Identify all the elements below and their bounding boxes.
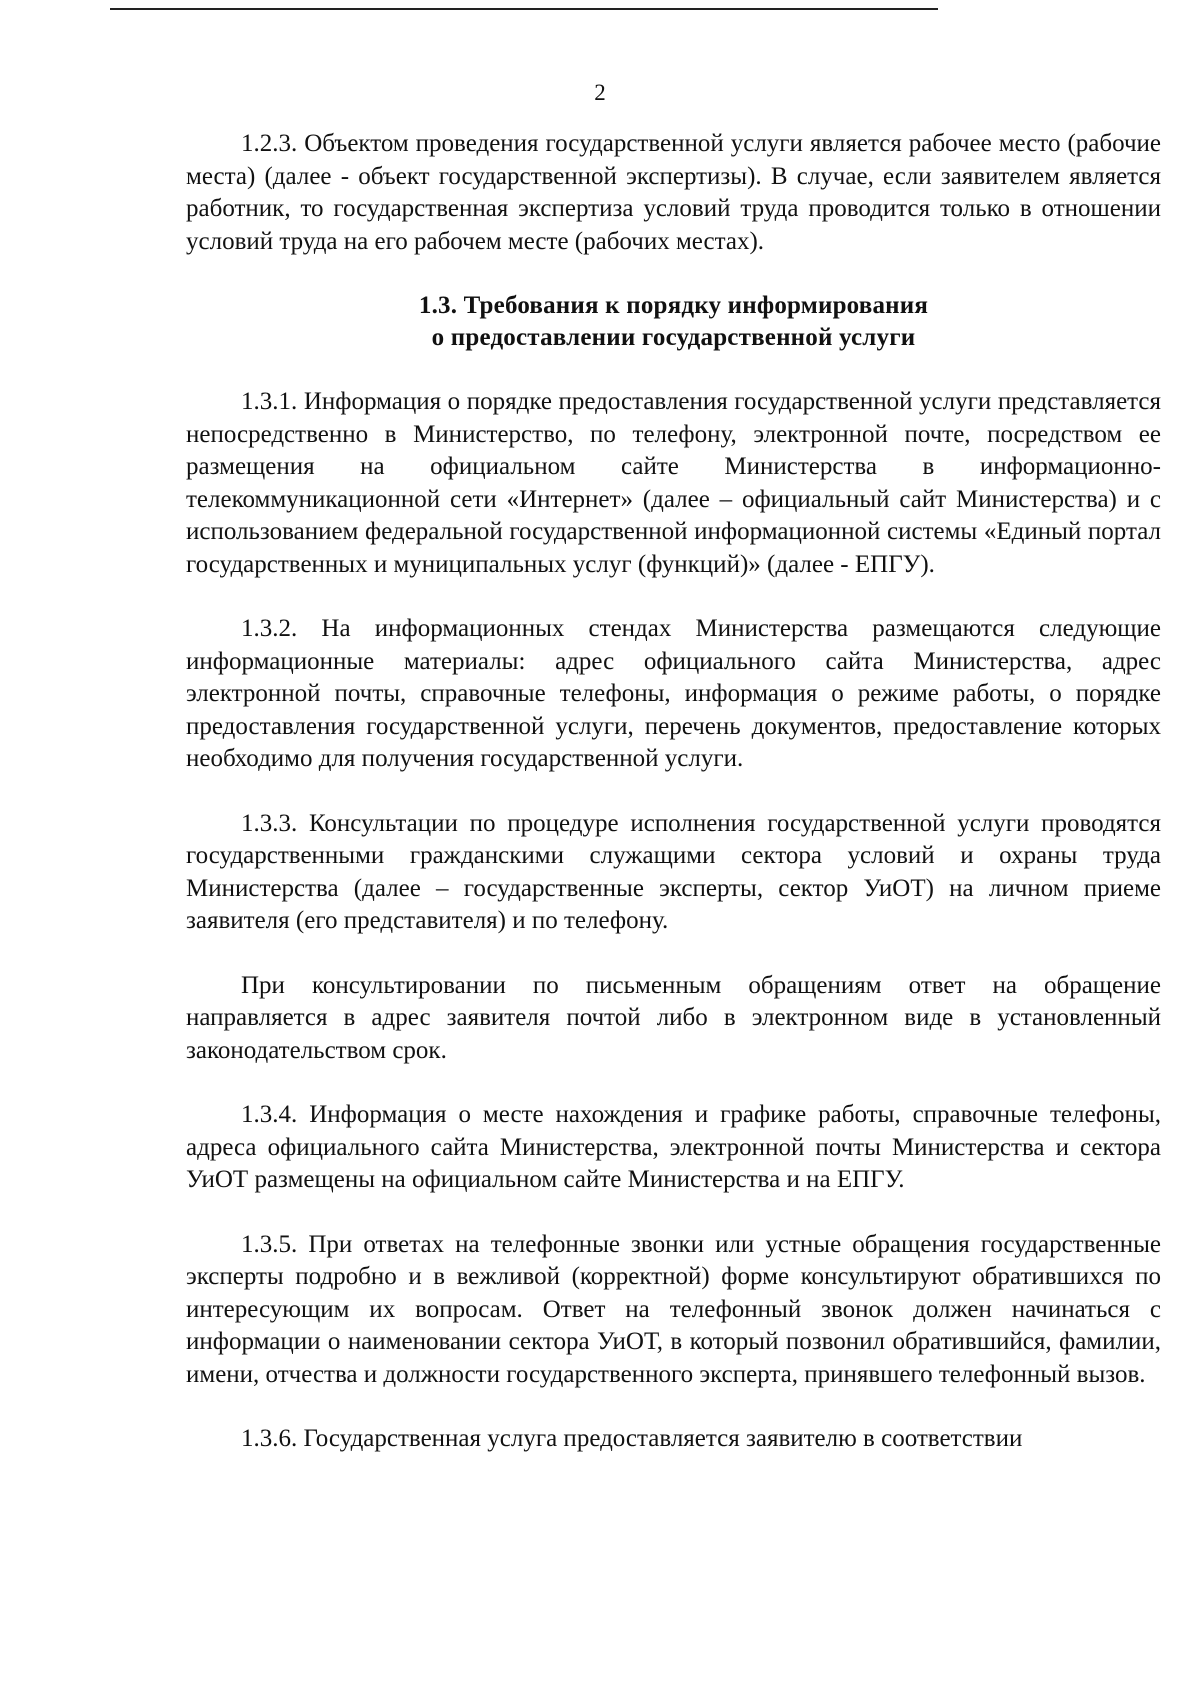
paragraph-1-2-3: 1.2.3. Объектом проведения государственной услуги является рабочее место (рабочие места) (далее - объект государственной экспертизы). В случае, если заявителем является работник, то государственная экспертиза условий труда проводится только в отношении условий труда на его рабочем месте (рабочих местах). — [186, 130, 1161, 255]
section-heading-line-2: о предоставлении государственной услуги — [431, 324, 916, 351]
paragraph-written-consultation: При консультировании по письменным обращениям ответ на обращение направляется в адрес заявителя почтой либо в электронном виде в установленный законодательством срок. — [186, 971, 1161, 1064]
page-number: 2 — [594, 80, 606, 105]
top-rule — [110, 8, 938, 10]
paragraph-1-3-4: 1.3.4. Информация о месте нахождения и графике работы, справочные телефоны, адреса официального сайта Министерства, электронной почты Министерства и сектора УиОТ размещены на официальном сайте Министерства и на ЕПГУ. — [186, 1101, 1161, 1193]
paragraph-1-3-5: 1.3.5. При ответах на телефонные звонки или устные обращения государственные эксперты подробно и в вежливой (корректной) форме консультируют обратившихся по интересующим их вопросам. Ответ на телефонный звонок должен начинаться с информации о наименовании сектора УиОТ, в который позвонил обратившийся, фамилии, имени, отчества и должности государственного эксперта, принявшего телефонный вызов. — [186, 1230, 1161, 1388]
paragraph-1-3-1: 1.3.1. Информация о порядке предоставления государственной услуги представляется непосредственно в Министерство, по телефону, электронной почте, посредством ее размещения на официальном сайте Министерства в информационно-телекоммуникационной сети «Интернет» (далее – официальный сайт Министерства) и с использованием федеральной государственной информационной системы «Единый портал государственных и муниципальных услуг (функций)» (далее - ЕПГУ). — [186, 388, 1161, 578]
paragraph-1-3-6: 1.3.6. Государственная услуга предоставляется заявителю в соответствии — [241, 1425, 1023, 1452]
section-heading-1-3 — [186, 290, 1161, 354]
section-heading-line-1: 1.3. Требования к порядку информирования — [418, 292, 929, 319]
document-body — [186, 128, 1161, 1456]
paragraph-1-3-2: 1.3.2. На информационных стендах Министерства размещаются следующие информационные материалы: адрес официального сайта Министерства, адрес электронной почты, справочные телефоны, информация о режиме работы, о порядке предоставления государственной услуги, перечень документов, предоставление которых необходимо для получения государственной услуги. — [186, 615, 1161, 772]
paragraph-1-3-3: 1.3.3. Консультации по процедуре исполнения государственной услуги проводятся государственными гражданскими служащими сектора условий и охраны труда Министерства (далее – государственные эксперты, сектор УиОТ) на личном приеме заявителя (его представителя) и по телефону. — [186, 809, 1161, 934]
